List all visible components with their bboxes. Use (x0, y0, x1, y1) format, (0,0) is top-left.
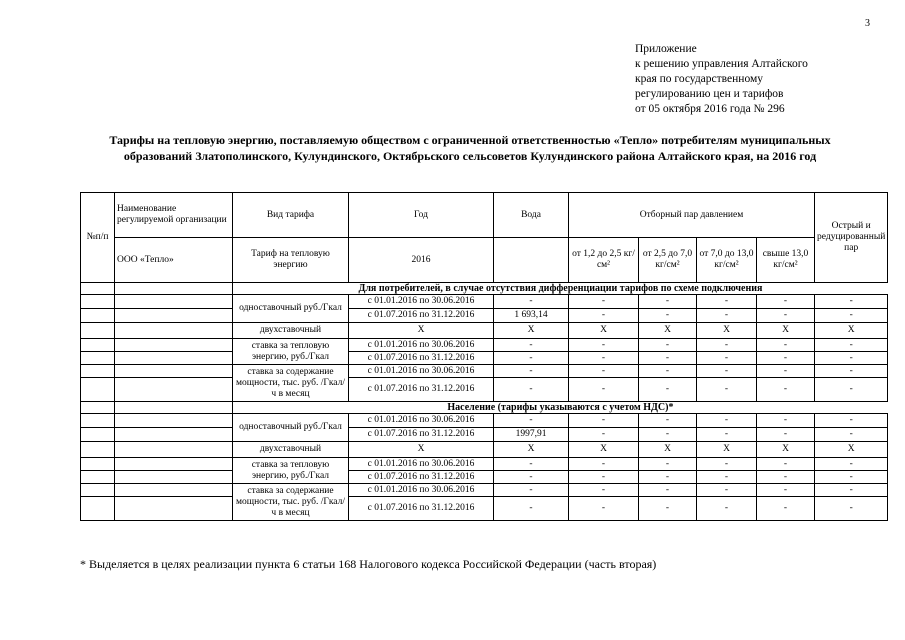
value-cell: - (697, 428, 757, 442)
value-cell: - (569, 484, 639, 497)
header-year: Год (349, 193, 494, 238)
period-cell: с 01.01.2016 по 30.06.2016 (349, 365, 494, 378)
value-cell: - (757, 339, 815, 352)
empty-cell (81, 352, 115, 365)
value-cell: - (639, 428, 697, 442)
value-cell: - (697, 339, 757, 352)
value-cell: - (639, 471, 697, 484)
value-cell: - (569, 295, 639, 309)
value-cell: - (815, 428, 888, 442)
value-cell: - (569, 378, 639, 402)
empty-cell (115, 442, 233, 458)
value-cell: - (757, 378, 815, 402)
table-row (81, 365, 888, 378)
period-cell: с 01.01.2016 по 30.06.2016 (349, 458, 494, 471)
value-cell: - (639, 309, 697, 323)
water-cell (494, 238, 569, 283)
value-cell: - (697, 497, 757, 521)
header-steam: Отборный пар давлением (569, 193, 815, 238)
value-cell: X (815, 442, 888, 458)
empty-cell (115, 497, 233, 521)
value-cell: - (815, 295, 888, 309)
value-cell: - (639, 295, 697, 309)
empty-cell (81, 295, 115, 309)
value-cell: X (697, 442, 757, 458)
empty-cell (115, 323, 233, 339)
tariff-label: ставка за тепловую энергию, руб./Гкал (233, 458, 349, 484)
value-cell: - (697, 309, 757, 323)
value-cell: X (349, 323, 494, 339)
period-cell: с 01.01.2016 по 30.06.2016 (349, 295, 494, 309)
empty-cell (115, 352, 233, 365)
value-cell: - (697, 458, 757, 471)
tariff-label: ставка за содержание мощности, тыс. руб. /Гкал/ч в месяц (233, 484, 349, 521)
empty-cell (115, 365, 233, 378)
value-cell: X (494, 323, 569, 339)
value-cell: - (494, 497, 569, 521)
appendix-line: к решению управления Алтайского (635, 58, 808, 70)
empty-cell (115, 484, 233, 497)
value-cell: - (639, 365, 697, 378)
header-p3: от 7,0 до 13,0 кг/см² (697, 238, 757, 283)
value-cell: 1 693,14 (494, 309, 569, 323)
value-cell: - (697, 352, 757, 365)
empty-cell (81, 428, 115, 442)
value-cell: - (639, 339, 697, 352)
value-cell: - (697, 378, 757, 402)
table-row (81, 378, 888, 402)
table-row (81, 458, 888, 471)
value-cell: - (494, 484, 569, 497)
value-cell: - (494, 458, 569, 471)
section-title: Население (тарифы указываются с учетом НДС)* (233, 402, 888, 414)
period-cell: с 01.07.2016 по 31.12.2016 (349, 309, 494, 323)
period-cell: с 01.07.2016 по 31.12.2016 (349, 428, 494, 442)
empty-cell (81, 471, 115, 484)
tariff-label: одноставочный руб./Гкал (233, 414, 349, 442)
value-cell: X (494, 442, 569, 458)
value-cell: - (569, 414, 639, 428)
org-name: ООО «Тепло» (115, 238, 233, 283)
empty-cell (115, 295, 233, 309)
empty-cell (81, 402, 115, 414)
value-cell: - (815, 378, 888, 402)
table-row (81, 339, 888, 352)
value-cell: - (494, 365, 569, 378)
value-cell: - (569, 428, 639, 442)
empty-cell (81, 484, 115, 497)
header-org: Наименование регулируемой организации (115, 193, 233, 238)
empty-cell (115, 458, 233, 471)
header-row (81, 193, 888, 238)
value-cell: - (757, 352, 815, 365)
empty-cell (115, 428, 233, 442)
empty-cell (115, 402, 233, 414)
value-cell: - (815, 352, 888, 365)
tariff-label: ставка за содержание мощности, тыс. руб. /Гкал/ч в месяц (233, 365, 349, 402)
empty-cell (81, 339, 115, 352)
empty-cell (81, 497, 115, 521)
value-cell: X (815, 323, 888, 339)
value-cell: X (639, 323, 697, 339)
tariff-label: ставка за тепловую энергию, руб./Гкал (233, 339, 349, 365)
value-cell: - (569, 339, 639, 352)
value-cell: - (757, 497, 815, 521)
value-cell: - (697, 414, 757, 428)
value-cell: - (697, 365, 757, 378)
period-cell: с 01.07.2016 по 31.12.2016 (349, 352, 494, 365)
period-cell: с 01.07.2016 по 31.12.2016 (349, 378, 494, 402)
value-cell: - (757, 428, 815, 442)
empty-cell (81, 378, 115, 402)
value-cell: - (569, 365, 639, 378)
header-row-2 (81, 238, 888, 283)
value-cell: - (815, 484, 888, 497)
title-line: Тарифы на тепловую энергию, поставляемую обществом с ограниченной ответственностью «Тепло» потребителям муниципальных (109, 133, 831, 147)
value-cell: - (757, 295, 815, 309)
period-cell: с 01.07.2016 по 31.12.2016 (349, 471, 494, 484)
empty-cell (81, 442, 115, 458)
table-row (81, 309, 888, 323)
tariff-table (80, 192, 888, 521)
appendix-line: края по государственному (635, 73, 763, 85)
value-cell: - (697, 295, 757, 309)
header-p4: свыше 13,0 кг/см² (757, 238, 815, 283)
value-cell: - (639, 414, 697, 428)
value-cell: - (569, 471, 639, 484)
document-title (80, 132, 860, 164)
value-cell: - (639, 352, 697, 365)
empty-cell (115, 378, 233, 402)
section-title-row (81, 402, 888, 414)
value-cell: 1997,91 (494, 428, 569, 442)
value-cell: - (494, 378, 569, 402)
period-cell: с 01.01.2016 по 30.06.2016 (349, 339, 494, 352)
empty-cell (115, 339, 233, 352)
empty-cell (115, 283, 233, 295)
value-cell: - (494, 352, 569, 365)
value-cell: X (569, 323, 639, 339)
header-p2: от 2,5 до 7,0 кг/см² (639, 238, 697, 283)
table-row (81, 484, 888, 497)
empty-cell (81, 458, 115, 471)
value-cell: - (815, 458, 888, 471)
table-row (81, 295, 888, 309)
table-row (81, 442, 888, 458)
value-cell: - (639, 497, 697, 521)
empty-cell (81, 365, 115, 378)
tariff-label: одноставочный руб./Гкал (233, 295, 349, 323)
value-cell: - (815, 471, 888, 484)
header-type: Вид тарифа (233, 193, 349, 238)
value-cell: - (815, 414, 888, 428)
header-num: №п/п (81, 193, 115, 283)
value-cell: - (757, 484, 815, 497)
value-cell: - (494, 471, 569, 484)
value-cell: - (757, 365, 815, 378)
value-cell: - (639, 458, 697, 471)
empty-cell (115, 471, 233, 484)
period-cell: с 01.01.2016 по 30.06.2016 (349, 484, 494, 497)
table-row (81, 471, 888, 484)
appendix-line: регулированию цен и тарифов (635, 88, 784, 100)
value-cell: - (569, 352, 639, 365)
empty-cell (115, 309, 233, 323)
value-cell: - (639, 378, 697, 402)
table-row (81, 414, 888, 428)
value-cell: - (569, 497, 639, 521)
page-number: 3 (865, 18, 870, 29)
value-cell: X (757, 323, 815, 339)
empty-cell (81, 323, 115, 339)
value-cell: X (349, 442, 494, 458)
empty-cell (81, 414, 115, 428)
table-row (81, 323, 888, 339)
tariff-year: 2016 (349, 238, 494, 283)
table-row (81, 497, 888, 521)
table-row (81, 352, 888, 365)
value-cell: X (639, 442, 697, 458)
empty-cell (81, 283, 115, 295)
value-cell: - (494, 295, 569, 309)
section-title-row (81, 283, 888, 295)
value-cell: - (569, 458, 639, 471)
value-cell: X (697, 323, 757, 339)
tariff-label: двухставочный (233, 442, 349, 458)
tariff-label: двухставочный (233, 323, 349, 339)
header-water: Вода (494, 193, 569, 238)
value-cell: - (639, 484, 697, 497)
value-cell: - (757, 414, 815, 428)
empty-cell (81, 309, 115, 323)
tariff-kind: Тариф на тепловую энергию (233, 238, 349, 283)
appendix-line: Приложение (635, 43, 697, 55)
header-sharp: Острый и редуцированный пар (815, 193, 888, 283)
value-cell: - (697, 484, 757, 497)
value-cell: - (697, 471, 757, 484)
value-cell: X (569, 442, 639, 458)
value-cell: - (757, 471, 815, 484)
period-cell: с 01.01.2016 по 30.06.2016 (349, 414, 494, 428)
footnote: * Выделяется в целях реализации пункта 6 статьи 168 Налогового кодекса Российской Федерации (часть вторая) (80, 557, 657, 571)
empty-cell (115, 414, 233, 428)
value-cell: - (494, 414, 569, 428)
value-cell: - (569, 309, 639, 323)
section-title: Для потребителей, в случае отсутствия дифференциации тарифов по схеме подключения (233, 283, 888, 295)
table-row (81, 428, 888, 442)
period-cell: с 01.07.2016 по 31.12.2016 (349, 497, 494, 521)
value-cell: - (815, 497, 888, 521)
value-cell: - (757, 458, 815, 471)
appendix-block (635, 42, 808, 117)
value-cell: - (815, 339, 888, 352)
appendix-line: от 05 октября 2016 года № 296 (635, 103, 785, 115)
value-cell: - (815, 365, 888, 378)
value-cell: - (494, 339, 569, 352)
title-line: образований Златополинского, Кулундинского, Октябрьского сельсоветов Кулундинского района Алтайского края, на 2016 год (123, 149, 817, 163)
value-cell: - (757, 309, 815, 323)
header-p1: от 1,2 до 2,5 кг/см² (569, 238, 639, 283)
value-cell: X (757, 442, 815, 458)
value-cell: - (815, 309, 888, 323)
